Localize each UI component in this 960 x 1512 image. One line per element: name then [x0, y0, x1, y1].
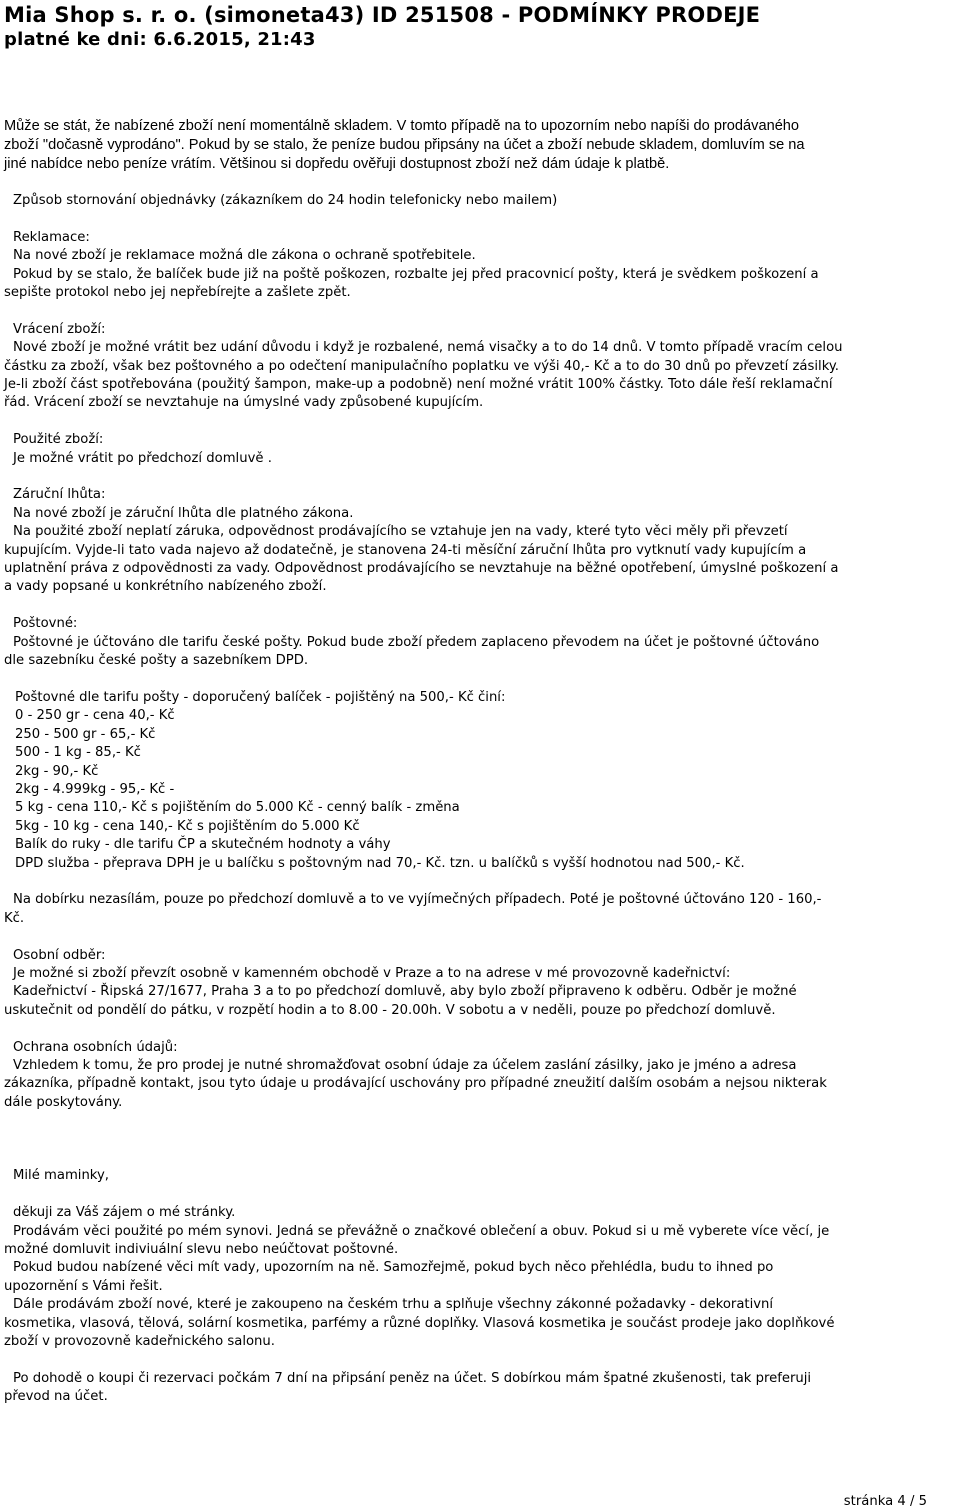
tariff-item: 500 - 1 kg - 85,- Kč	[15, 745, 141, 761]
tariff-item: 0 - 250 gr - cena 40,- Kč	[15, 708, 175, 724]
section-heading: Použité zboží:	[13, 432, 104, 448]
section-line: zákazníka, případně kontakt, jsou tyto údaje u prodávající uschovány pro případné zneužití dalším osobám a nejsou nikterak	[4, 1076, 827, 1092]
availability-notice	[4, 117, 954, 174]
availability-line: zboží "dočasně vyprodáno". Pokud by se stalo, že peníze budou připsány na účet a zboží nebude skladem, domluvím se na	[4, 137, 805, 153]
validity-date: platné ke dni: 6.6.2015, 21:43	[4, 29, 316, 50]
section-line: Na dobírku nezasílám, pouze po předchozí domluvě a to ve vyjímečných případech. Poté je poštovné účtováno 120 - 160,-	[13, 892, 822, 908]
section-line: Pokud by se stalo, že balíček bude již na poště poškozen, rozbalte jej před pracovnicí pošty, která je svědkem poškození a	[13, 266, 819, 282]
section-line: upozornění s Vámi řešit.	[4, 1278, 163, 1294]
section-line: Pokud budou nabízené věci mít vady, upozorním na ně. Samozřejmě, pokud bych něco přehlédla, budu to ihned po	[13, 1260, 774, 1276]
salutation: Milé maminky,	[13, 1168, 109, 1184]
section-heading: Ochrana osobních údajů:	[13, 1039, 178, 1055]
section-line: řád. Vrácení zboží se nevztahuje na úmyslné vady způsobené kupujícím.	[4, 395, 484, 411]
cancellation-section	[4, 192, 954, 210]
section-line: částku za zboží, však bez poštovného a po odečtení manipulačního poplatku ve výši 40,- Kč a to do 30 dnů po převzetí zásilky.	[4, 358, 839, 374]
section-line: Prodávám věci použité po mém synovi. Jedná se převážně o značkové oblečení a obuv. Pokud si u mě vyberete více věcí, je	[13, 1223, 830, 1239]
section-line: Nové zboží je možné vrátit bez udání důvodu i když je rozbalené, nemá visačky a to do 14 dnů. V tomto případě vracím celou	[13, 340, 843, 356]
tariff-item: 2kg - 90,- Kč	[15, 763, 99, 779]
section-line: možné domluvit indiviuální slevu nebo neúčtovat poštovné.	[4, 1241, 399, 1257]
section-line: zboží v provozovně kadeřnického salonu.	[4, 1334, 275, 1349]
section-line: Je možné vrátit po předchozí domluvě .	[13, 450, 272, 466]
section-line: Je-li zboží část spotřebována (použitý šampon, make-up a podobně) není možné vrátit 100% částky. Toto dále řeší reklamační	[4, 377, 833, 393]
postage-section	[4, 615, 954, 670]
pickup-section	[4, 947, 954, 1021]
section-line: převod na účet.	[4, 1389, 108, 1405]
cancellation-text: Způsob stornování objednávky (zákazníkem do 24 hodin telefonicky nebo mailem)	[13, 193, 558, 208]
section-line: sepište protokol nebo jej nepřebírejte a zašlete zpět.	[4, 285, 351, 301]
section-heading: Osobní odběr:	[13, 947, 106, 963]
cod-section	[4, 891, 954, 928]
availability-line: Může se stát, že nabízené zboží není momentálně skladem. V tomto případě na to upozorním nebo napíši do prodávaného	[4, 118, 800, 134]
tariff-item: 5kg - 10 kg - cena 140,- Kč s pojištěním do 5.000 Kč	[15, 818, 360, 834]
spacer	[4, 1131, 954, 1168]
section-line: Kadeřnictví - Řipská 27/1677, Praha 3 a to po předchozí domluvě, aby bylo zboží připraveno k odběru. Odběr je možné	[13, 984, 797, 1000]
document-title: Mia Shop s. r. o. (simoneta43) ID 251508 - PODMÍNKY PRODEJE	[4, 3, 761, 27]
section-line: a vady popsané u konkrétního nabízeného zboží.	[4, 579, 327, 595]
section-line: dále poskytovány.	[4, 1094, 123, 1110]
terms-body	[4, 192, 954, 1425]
tariff-item: 5 kg - cena 110,- Kč s pojištěním do 5.000 Kč - cenný balík - změna	[15, 800, 460, 816]
section-line: Na nové zboží je záruční lhůta dle platného zákona.	[13, 505, 354, 521]
section-line: kosmetika, vlasová, tělová, solární kosmetika, parfémy a různé doplňky. Vlasová kosmetika je součást prodeje jako doplňkové	[4, 1315, 835, 1331]
tariff-item: Balík do ruky - dle tarifu ČP a skutečném hodnoty a váhy	[15, 837, 391, 853]
section-heading: Záruční lhůta:	[13, 487, 106, 503]
page-number: stránka 4 / 5	[843, 1494, 927, 1509]
complaints-section	[4, 229, 954, 303]
section-line: Vzhledem k tomu, že pro prodej je nutné shromažďovat osobní údaje za účelem zaslání zásilky, jako je jméno a adresa	[13, 1057, 797, 1073]
section-line: Poštovné je účtováno dle tarifu české pošty. Pokud bude zboží předem zaplaceno převodem na účet je poštovné účtováno	[13, 634, 820, 650]
availability-line: jiné nabídce nebo peníze vrátím. Většinou si dopředu ověřuji dostupnost zboží než dám údaje k platbě.	[4, 156, 670, 172]
section-line: Kč.	[4, 910, 25, 926]
section-line: uskutečnit od pondělí do pátku, v rozpětí hodin a to 8.00 - 20.00h. V sobotu a v neděli, pouze po předchozí domluvě.	[4, 1002, 776, 1018]
section-line: děkuji za Váš zájem o mé stránky.	[13, 1205, 236, 1221]
section-heading: Poštovné:	[13, 616, 78, 632]
used-goods-section	[4, 431, 954, 468]
tariff-section	[4, 689, 954, 873]
section-line: Na nové zboží je reklamace možná dle zákona o ochraně spotřebitele.	[13, 248, 476, 264]
section-line: dle sazebníku české pošty a sazebníkem DPD.	[4, 653, 309, 669]
greeting-section	[4, 1167, 954, 1185]
section-line: kupujícím. Vyjde-li tato vada najevo až dodatečně, je stanovena 24-ti měsíční záruční lhůta pro vytknutí vady kupujícím a	[4, 542, 807, 558]
tariff-item: 250 - 500 gr - 65,- Kč	[15, 726, 156, 742]
tariff-item: 2kg - 4.999kg - 95,- Kč -	[15, 781, 175, 797]
section-line: Na použité zboží neplatí záruka, odpovědnost prodávajícího se vztahuje jen na vady, které tyto věci měly při převzetí	[13, 524, 788, 540]
about-section	[4, 1204, 954, 1351]
section-heading: Reklamace:	[13, 229, 90, 245]
closing-section	[4, 1370, 954, 1407]
returns-section	[4, 321, 954, 413]
section-heading: Vrácení zboží:	[13, 321, 106, 337]
tariff-item: DPD služba - přeprava DPH je u balíčku s poštovným nad 70,- Kč. tzn. u balíčků s vyšší hodnotou nad 500,- Kč.	[15, 855, 745, 871]
privacy-section	[4, 1039, 954, 1113]
section-line: Je možné si zboží převzít osobně v kamenném obchodě v Praze a to na adrese v mé provozovně kadeřnictví:	[13, 965, 731, 981]
section-line: Po dohodě o koupi či rezervaci počkám 7 dní na připsání peněz na účet. S dobírkou mám špatné zkušenosti, tak preferuji	[13, 1370, 812, 1386]
section-line: Dále prodávám zboží nové, které je zakoupeno na českém trhu a splňuje všechny zákonné požadavky - dekorativní	[13, 1297, 774, 1313]
warranty-section	[4, 486, 954, 596]
section-heading: Poštovné dle tarifu pošty - doporučený balíček - pojištěný na 500,- Kč činí:	[15, 689, 506, 705]
section-line: uplatnění práva z odpovědnosti za vady. Odpovědnost prodávajícího se nevztahuje na běžné opotřebení, úmyslné poškození a	[4, 561, 839, 577]
